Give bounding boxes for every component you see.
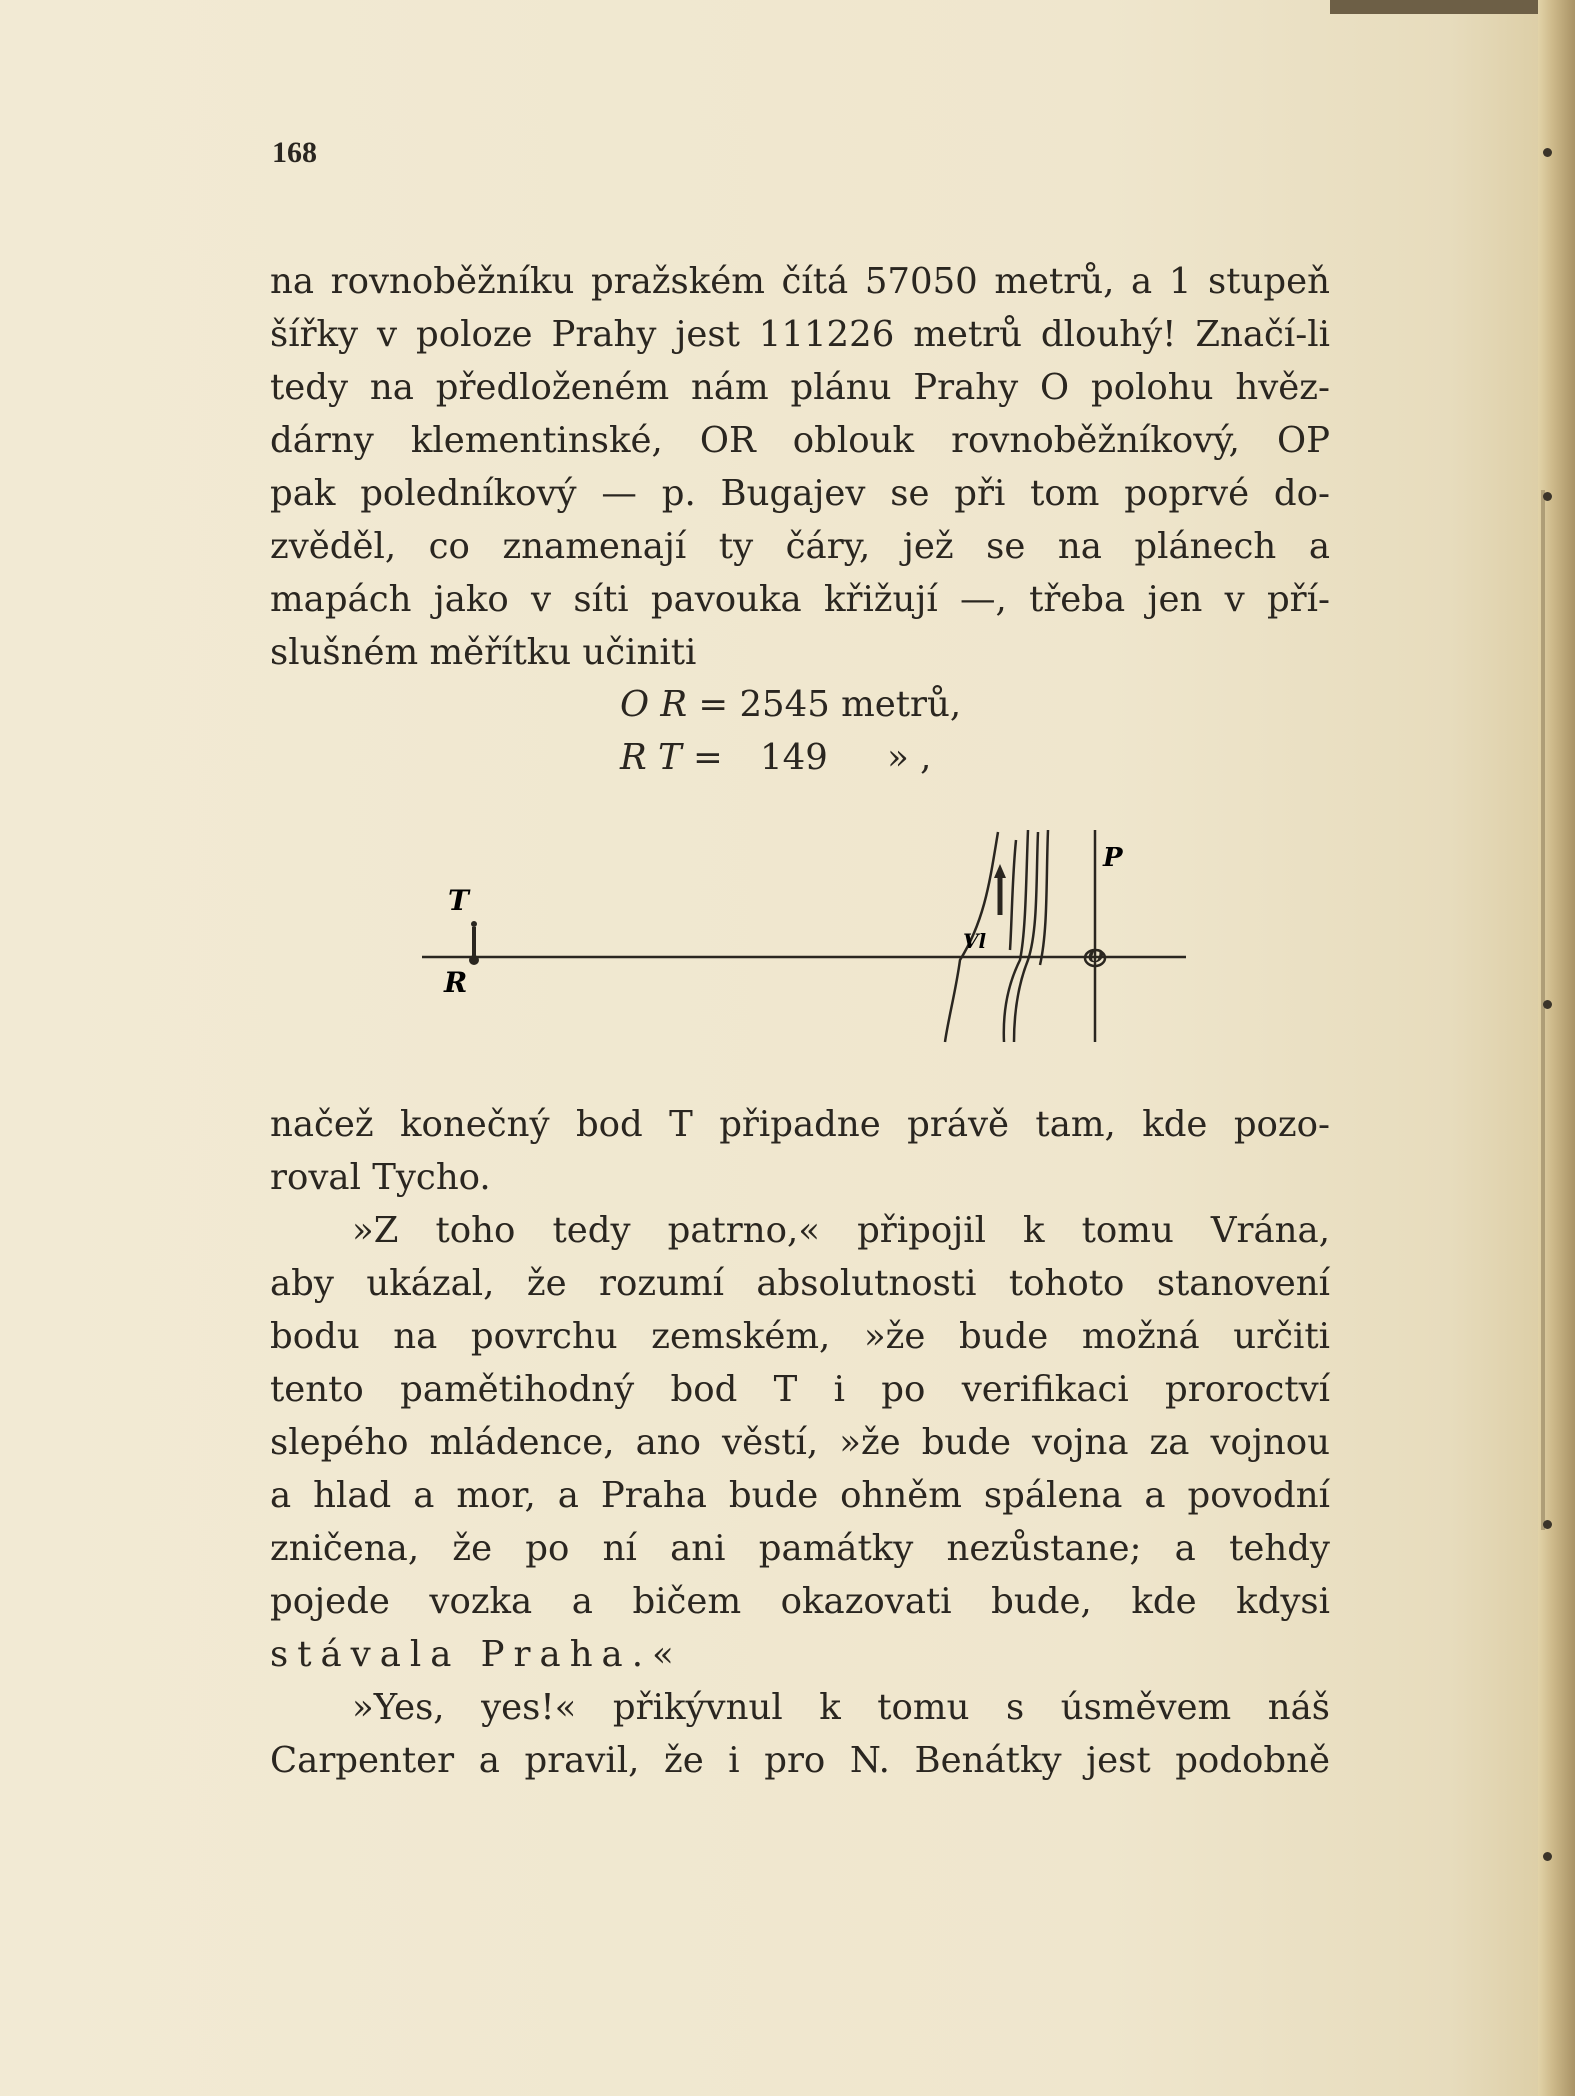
equation-or [620,684,961,725]
label-o: O [1088,946,1104,967]
text-line: mapách jako v síti pavouka křižují —, třeba jen v pří- [270,579,1330,620]
text-line: pojede vozka a bičem okazovati bude, kde kdysi [270,1581,1330,1622]
text-line: slušném měřítku učiniti [270,632,697,673]
binding-rule [1541,490,1545,1530]
paragraph-1 [270,255,1330,679]
binding-mark [1543,148,1552,157]
text-line: pak poledníkový — p. Bugajev se při tom poprvé do- [270,473,1330,514]
binding-mark [1543,1852,1552,1861]
label-t: T [448,884,469,917]
equation-relation: = [698,684,729,725]
equation-value: 2545 [739,684,830,725]
label-r: R [444,966,468,999]
paragraph-3 [270,1204,1330,1681]
text-line: slepého mládence, ano věstí, »že bude vojna za vojnou [270,1422,1330,1463]
page-number: 168 [272,136,317,169]
text-line: šířky v poloze Prahy jest 111226 metrů dlouhý! Značí-li [270,314,1330,355]
equation-relation: = [693,737,723,778]
binding-mark [1543,492,1552,501]
text-line: bodu na povrchu zemském, »že bude možná určiti [270,1316,1330,1357]
text-line: »Z toho tedy patrno,« připojil k tomu Vrána, [352,1210,1330,1251]
paragraph-2 [270,1098,1330,1204]
text-line: Carpenter a pravil, že i pro N. Benátky jest podobně [270,1740,1330,1781]
point-t [471,921,477,927]
text-line: tedy na předloženém nám plánu Prahy O polohu hvěz- [270,367,1330,408]
text-line: »Yes, yes!« přikývnul k tomu s úsměvem náš [352,1687,1330,1728]
text-line: tento pamětihodný bod T i po verifikaci proroctví [270,1369,1330,1410]
text-line: stávala Praha.« [270,1634,683,1675]
text-line: roval Tycho. [270,1157,491,1198]
equation-lhs: R T [620,737,682,778]
equation-value: 149 [760,737,828,778]
binding-mark [1543,1000,1552,1009]
text-line: aby ukázal, že rozumí absolutnosti tohoto stanovení [270,1263,1330,1304]
label-p: P [1103,843,1123,873]
equation-unit: » , [887,737,932,778]
river-bank [1010,840,1016,950]
river-arrow-head [994,864,1006,878]
equation-lhs: O R [620,684,688,725]
plan-figure [400,820,1200,1060]
point-r [469,955,479,965]
equation-unit: metrů, [841,684,962,725]
paragraph-4 [270,1681,1330,1787]
binding-mark [1543,1520,1552,1529]
label-vl: Vl [963,929,987,953]
text-line: zvěděl, co znamenají ty čáry, jež se na plánech a [270,526,1330,567]
text-line: načež konečný bod T připadne právě tam, kde pozo- [270,1104,1330,1145]
text-line: zničena, že po ní ani památky nezůstane; a tehdy [270,1528,1330,1569]
text-line: dárny klementinské, OR oblouk rovnoběžníkový, OP [270,420,1330,461]
text-line: a hlad a mor, a Praha bude ohněm spálena a povodní [270,1475,1330,1516]
river-bank [1040,830,1048,965]
text-line: na rovnoběžníku pražském čítá 57050 metrů, a 1 stupeň [270,261,1330,302]
equation-rt [620,737,931,778]
